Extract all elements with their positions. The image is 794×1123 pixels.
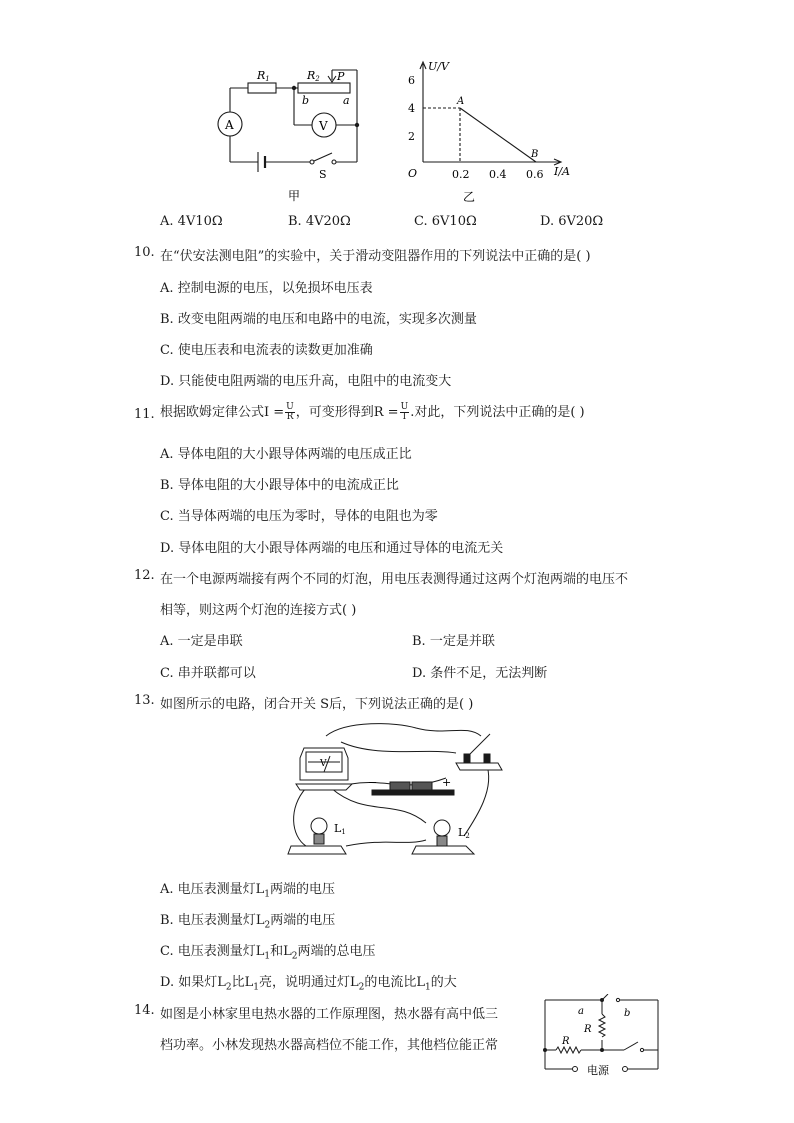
q13-option-b[interactable]: B. 电压表测量灯$L_2$两端的电压 [160,913,336,931]
q11-option-d[interactable]: D. 导体电阻的大小跟导体两端的电压和通过导体的电流无关 [160,541,504,556]
y-tick-6: 6 [408,74,415,87]
x-tick-0.4: 0.4 [489,168,507,181]
q14-stem-line2: 档功率。小林发现热水器高档位不能工作，其他档位能正常 [160,1038,499,1053]
circuit-diagram-jia [210,62,370,212]
r2-label: R2 [307,69,320,83]
battery-minus-label: − [368,776,378,789]
fraction-u-over-i: $\frac{U}{I}$ [400,402,409,422]
q12-option-d[interactable]: D. 条件不足，无法判断 [412,666,548,681]
y-tick-4: 4 [408,102,415,115]
ammeter-label: A [225,118,234,132]
y-tick-2: 2 [408,130,415,143]
q14-label-r-left: R [562,1036,570,1047]
y-axis-label: U/V [428,60,449,73]
terminal-a-label: a [343,94,350,107]
q13-option-d[interactable]: D. 如果灯$L_2$比$L_1$亮，说明通过灯$L_2$的电流比$L_1$的大 [160,975,457,993]
x-tick-0.6: 0.6 [526,168,544,181]
q9-option-c[interactable]: C. 6V10Ω [414,214,477,229]
switch-label: S [319,168,327,181]
battery-plus-label: + [442,776,452,789]
q12-number: 12. [134,568,155,583]
q12-option-b[interactable]: B. 一定是并联 [412,634,495,649]
caption-jia: 甲 [288,189,301,203]
q12-stem-line2: 相等，则这两个灯泡的连接方式( ) [160,603,357,618]
x-tick-0.2: 0.2 [452,168,470,181]
q10-option-c[interactable]: C. 使电压表和电流表的读数更加准确 [160,343,373,358]
fraction-u-over-r: $\frac{U}{R}$ [286,402,294,422]
q13-option-a[interactable]: A. 电压表测量灯$L_1$两端的电压 [160,882,336,900]
origin-label: O [408,167,418,180]
q9-option-b[interactable]: B. 4V20Ω [288,214,351,229]
q11-stem: 根据欧姆定律公式I = $\frac{U}{R}$ ，可变形得到R = $\frac{U}{I}$ .对此，下列说法中正确的是( ) [160,402,585,422]
water-heater-circuit [540,994,664,1080]
q11-number: 11. [134,407,155,422]
q11-option-a[interactable]: A. 导体电阻的大小跟导体两端的电压成正比 [160,447,412,462]
ui-graph-yi [400,56,590,212]
slider-p-label: P [337,70,345,83]
q11-option-c[interactable]: C. 当导体两端的电压为零时，导体的电阻也为零 [160,509,438,524]
q10-option-b[interactable]: B. 改变电阻两端的电压和电路中的电流，实现多次测量 [160,312,477,327]
q14-stem-line1: 如图是小林家里电热水器的工作原理图，热水器有高中低三 [160,1007,499,1022]
caption-yi: 乙 [463,190,476,204]
q9-option-d[interactable]: D. 6V20Ω [540,214,604,229]
q14-label-a: a [578,1006,584,1017]
q12-option-c[interactable]: C. 串并联都可以 [160,666,256,681]
meter-v-label: V [320,759,327,769]
r1-label: R1 [257,69,270,83]
q10-option-a[interactable]: A. 控制电源的电压，以免损坏电压表 [160,281,373,296]
q9-option-a[interactable]: A. 4V10Ω [160,214,223,229]
q12-stem-line1: 在一个电源两端接有两个不同的灯泡，用电压表测得通过这两个灯泡两端的电压不 [160,572,629,587]
voltmeter-label: V [319,119,328,133]
q10-stem: 在“伏安法测电阻”的实验中，关于滑动变阻器作用的下列说法中正确的是( ) [160,249,591,264]
q13-stem: 如图所示的电路，闭合开关 S后，下列说法正确的是( ) [160,697,474,712]
q14-label-r-top: R [584,1024,592,1035]
q10-option-d[interactable]: D. 只能使电阻两端的电压升高，电阻中的电流变大 [160,374,452,389]
lamp-l1-label: L1 [334,822,346,836]
terminal-b-label: b [302,94,310,107]
q11-option-b[interactable]: B. 导体电阻的大小跟导体中的电流成正比 [160,478,399,493]
point-a-label: A [457,96,465,107]
physical-circuit-figure [286,718,508,866]
q12-option-a[interactable]: A. 一定是串联 [160,634,243,649]
lamp-l2-label: L2 [458,826,470,840]
x-axis-label: I/A [554,165,570,178]
q10-number: 10. [134,245,155,260]
q14-label-b: b [624,1008,631,1019]
q13-option-c[interactable]: C. 电压表测量灯$L_1$和$L_2$两端的总电压 [160,944,376,962]
q14-label-source: 电源 [587,1064,609,1077]
q14-number: 14. [134,1003,155,1018]
q13-number: 13. [134,693,155,708]
point-b-label: B [531,149,539,160]
